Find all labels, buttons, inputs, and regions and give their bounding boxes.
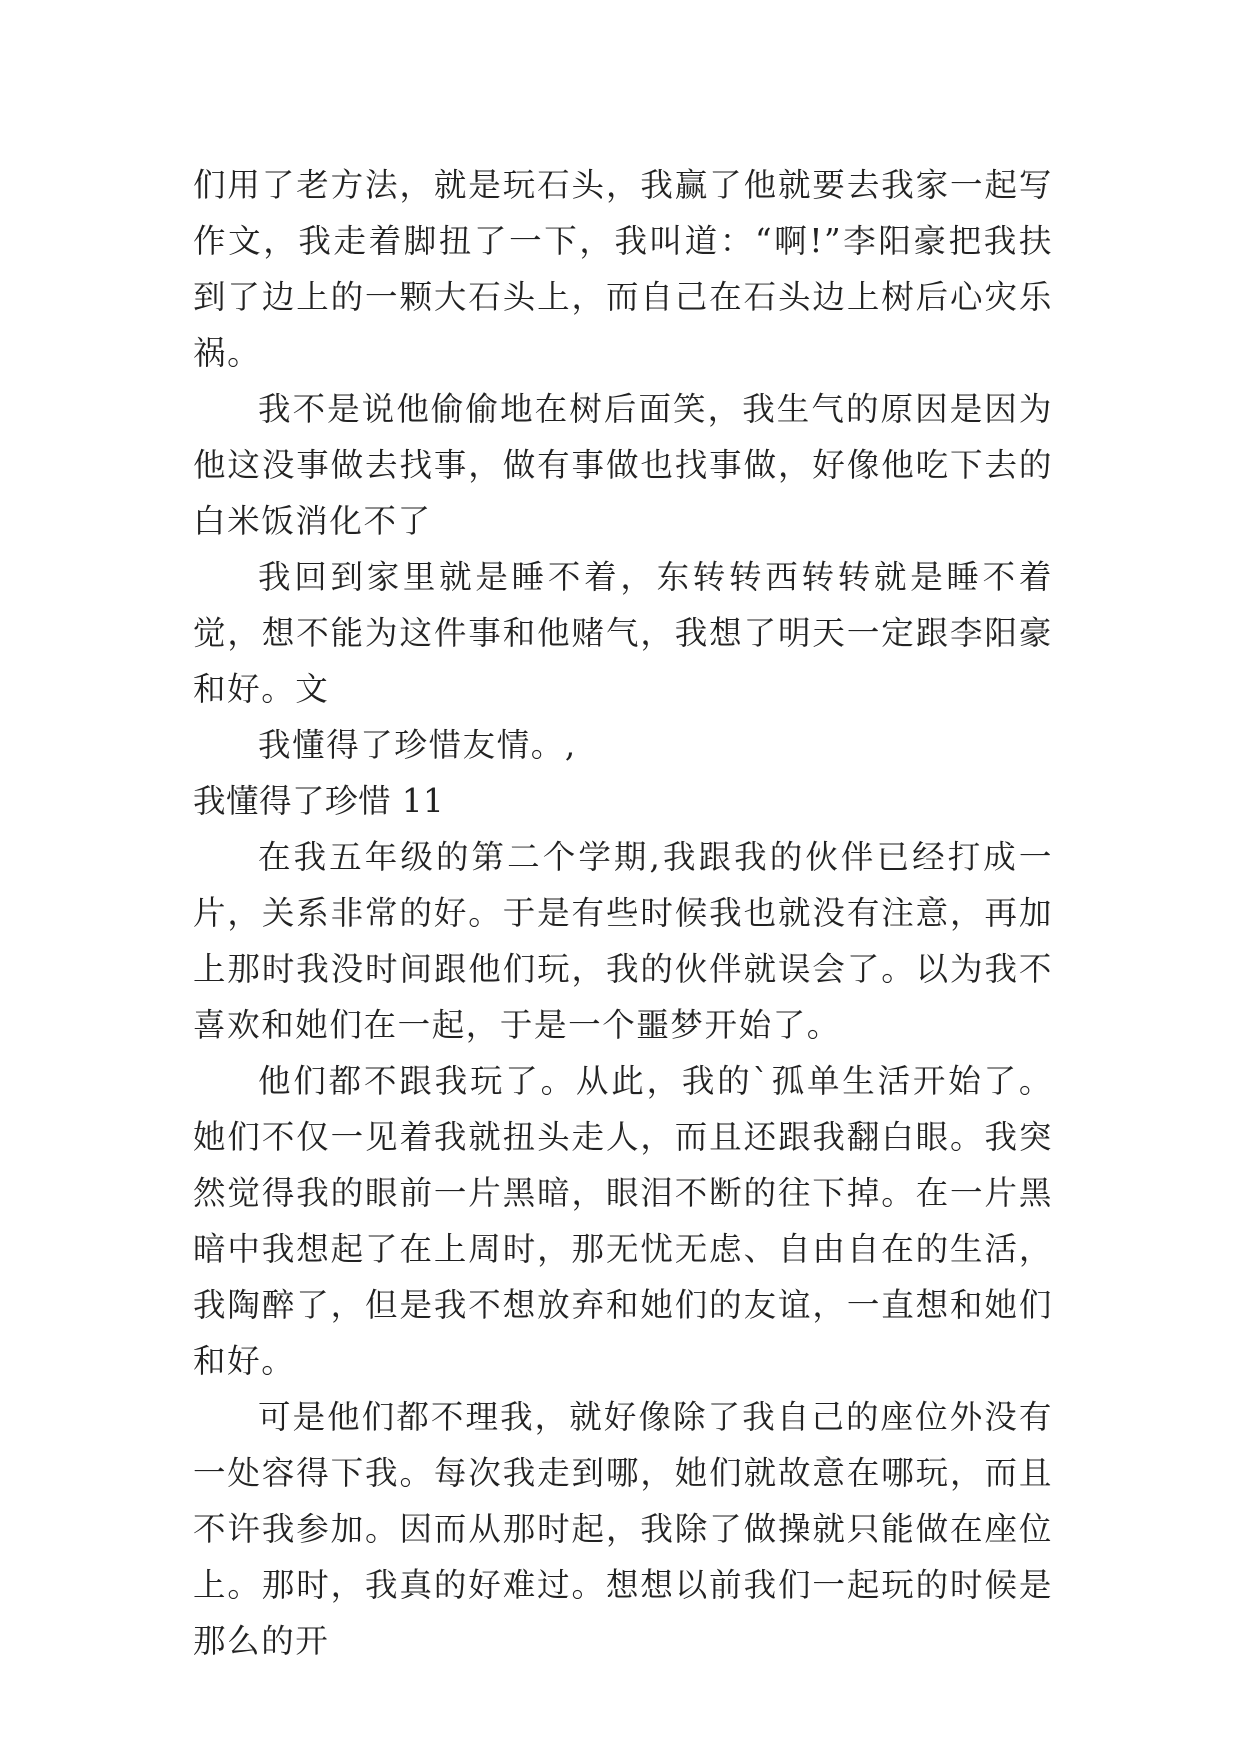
paragraph-1: 们用了老方法，就是玩石头，我赢了他就要去我家一起写作文，我走着脚扭了一下，我叫道：“啊!”李阳豪把我扶到了边上的一颗大石头上，而自己在石头边上树后心灾乐祸。 (193, 166, 1053, 372)
paragraph-4: 我懂得了珍惜友情。, (258, 726, 577, 764)
document-body (193, 157, 1053, 1669)
paragraph-6: 他们都不跟我玩了。从此，我的`孤单生活开始了。她们不仅一见着我就扭头走人，而且还跟我翻白眼。我突然觉得我的眼前一片黑暗，眼泪不断的往下掉。在一片黑暗中我想起了在上周时，那无忧无虑、自由自在的生活，我陶醉了，但是我不想放弃和她们的友谊，一直想和她们和好。 (193, 1062, 1053, 1380)
paragraph-7: 可是他们都不理我，就好像除了我自己的座位外没有一处容得下我。每次我走到哪，她们就故意在哪玩，而且不许我参加。因而从那时起，我除了做操就只能做在座位上。那时，我真的好难过。想想以前我们一起玩的时候是那么的开 (193, 1398, 1053, 1660)
paragraph-5: 在我五年级的第二个学期,我跟我的伙伴已经打成一片，关系非常的好。于是有些时候我也就没有注意，再加上那时我没时间跟他们玩，我的伙伴就误会了。以为我不喜欢和她们在一起，于是一个噩梦开始了。 (193, 838, 1053, 1044)
section-title: 我懂得了珍惜 11 (193, 782, 445, 820)
paragraph-3: 我回到家里就是睡不着，东转转西转转就是睡不着觉，想不能为这件事和他赌气，我想了明天一定跟李阳豪和好。文 (193, 558, 1053, 708)
paragraph-2: 我不是说他偷偷地在树后面笑，我生气的原因是因为他这没事做去找事，做有事做也找事做，好像他吃下去的白米饭消化不了 (193, 390, 1053, 540)
